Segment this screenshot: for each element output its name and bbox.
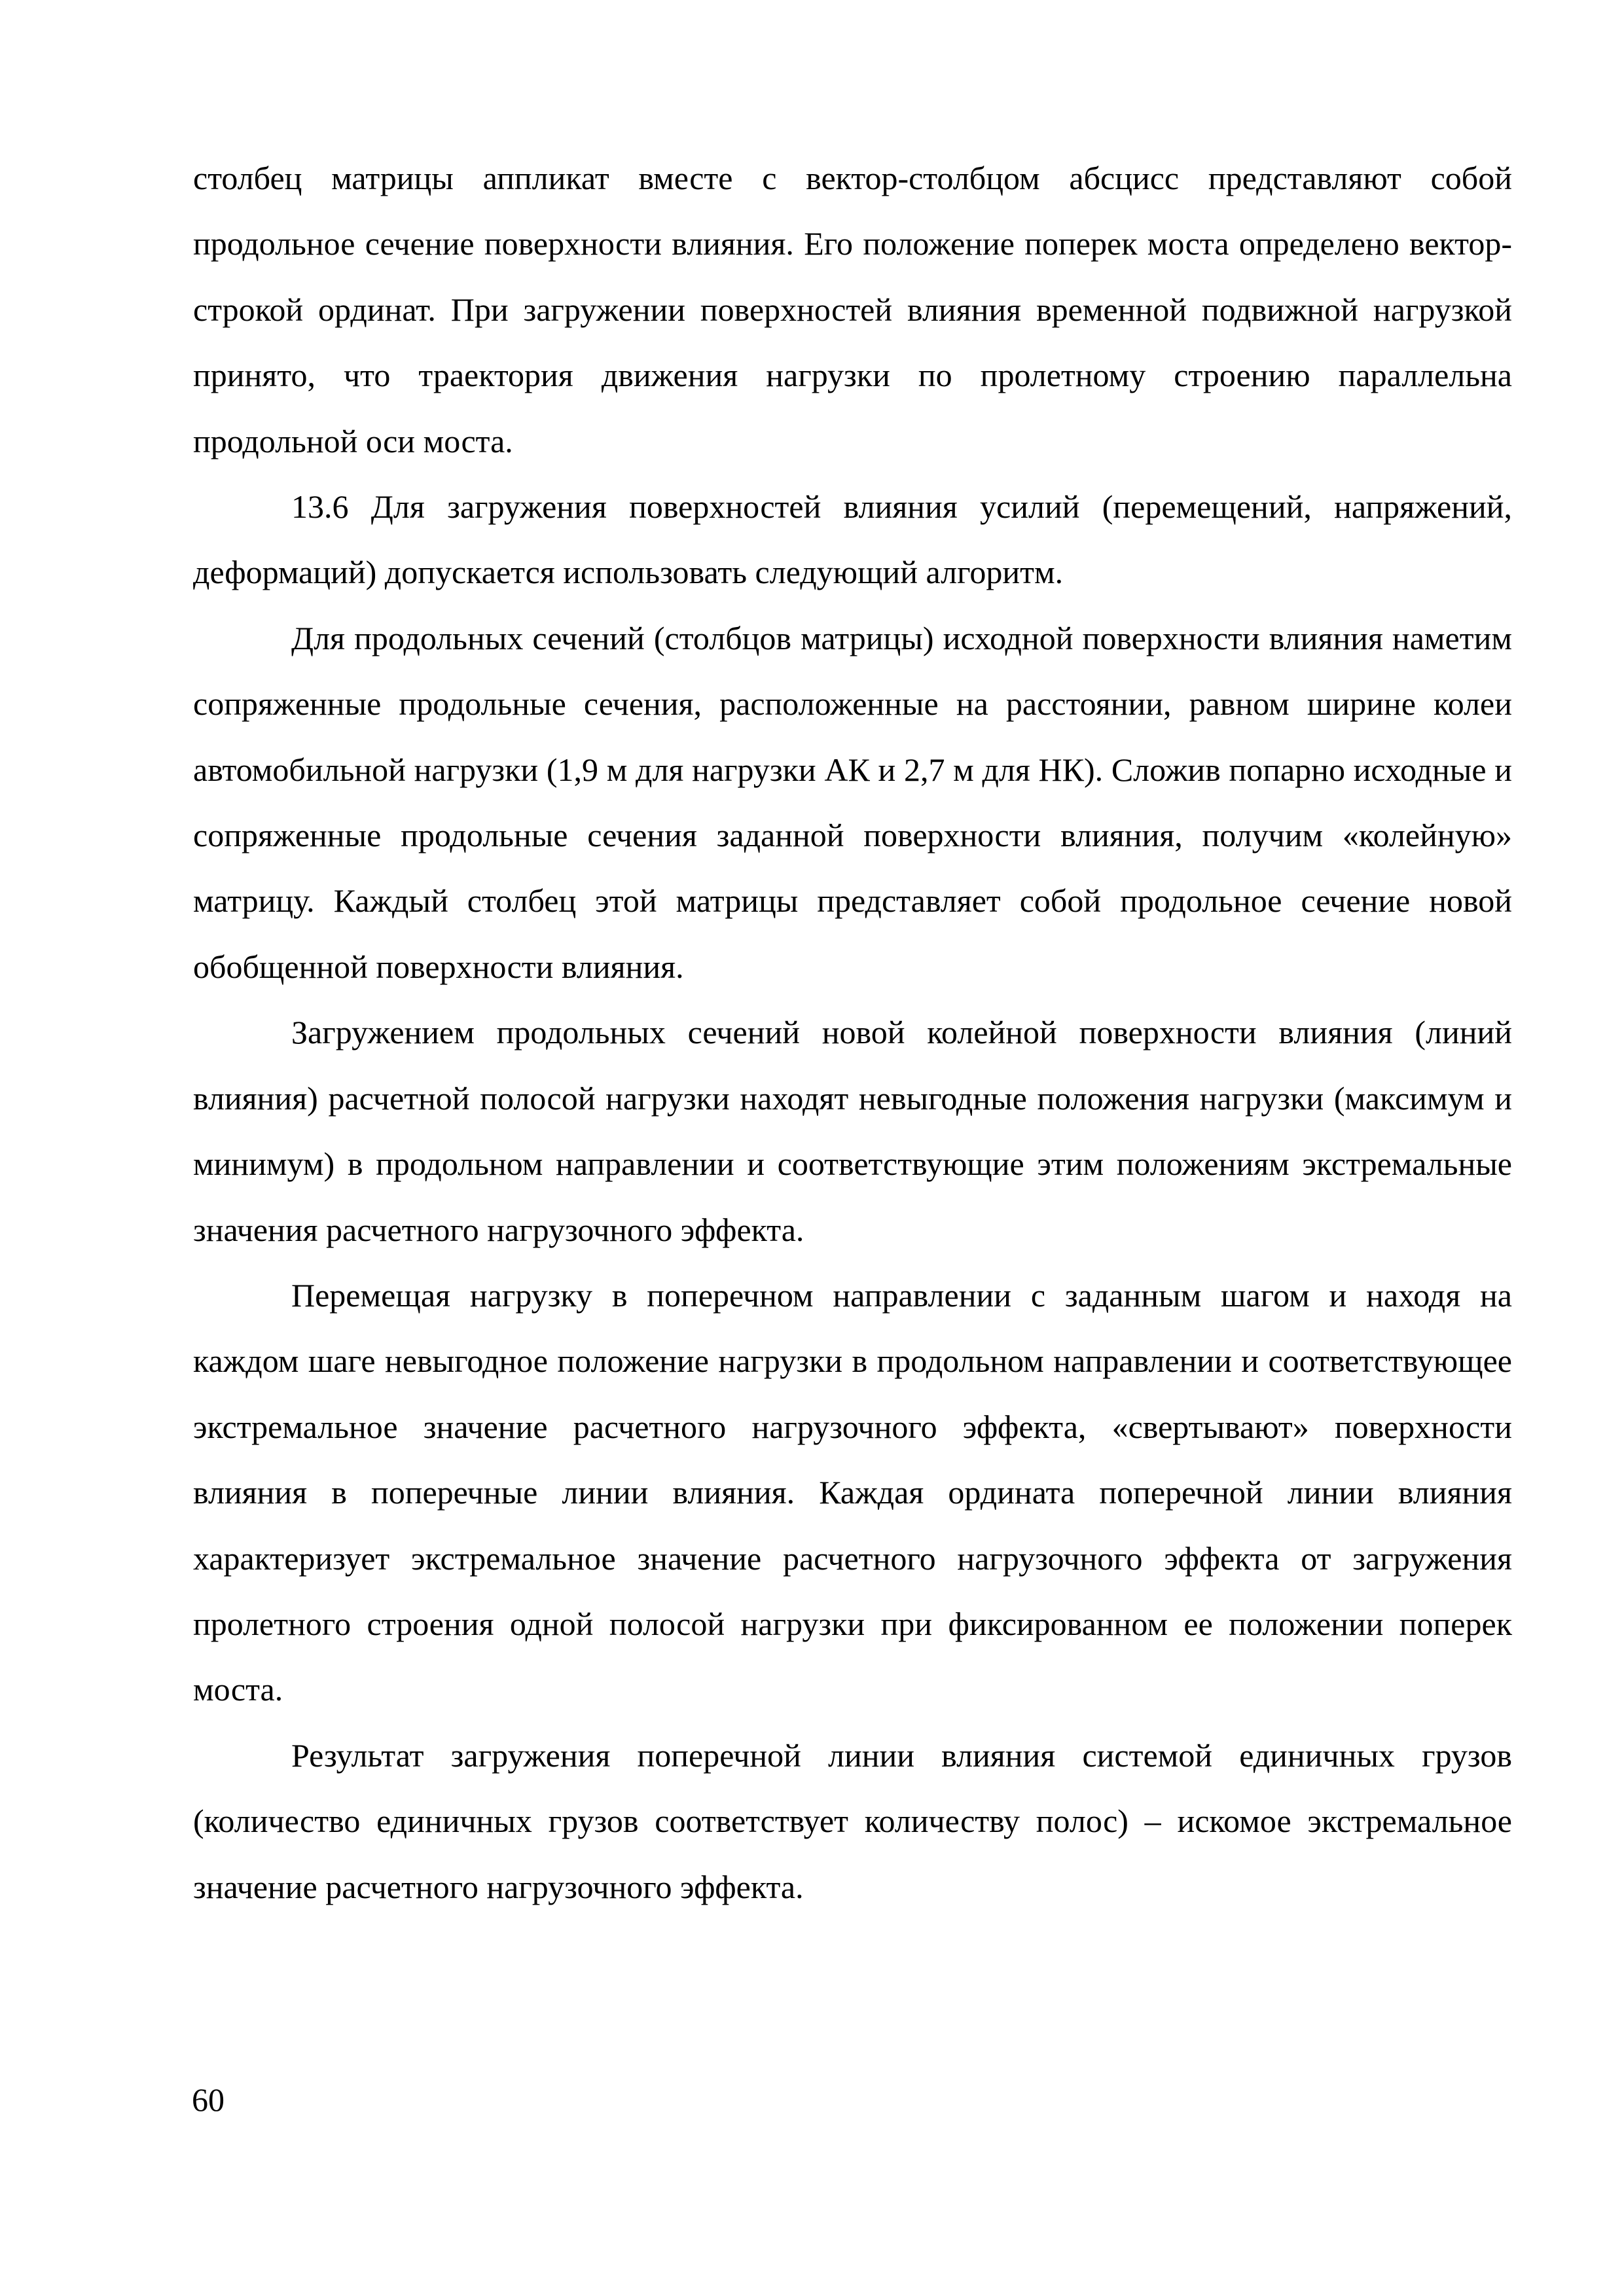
page-number: 60 xyxy=(192,2081,225,2118)
paragraph-1: столбец матрицы аппликат вместе с вектор-столбцом абсцисс представляют собой продольное сечение поверхности влияния. Его положение поперек моста определено вектор-строкой ординат. При загружении поверхностей влияния временной подвижной нагрузкой принято, что траектория движения нагрузки по пролетному строению параллельна продольной оси моста. xyxy=(193,160,1512,459)
paragraph-4: Загружением продольных сечений новой колейной поверхности влияния (линий влияния) расчетной полосой нагрузки находят невыгодные положения нагрузки (максимум и минимум) в продольном направлении и соответствующие этим положениям экстремальные значения расчетного нагрузочного эффекта. xyxy=(193,1014,1512,1248)
paragraph-3: Для продольных сечений (столбцов матрицы) исходной поверхности влияния наметим сопряженные продольные сечения, расположенные на расстоянии, равном ширине колеи автомобильной нагрузки (1,9 м для нагрузки АК и 2,7 м для НК). Сложив попарно исходные и сопряженные продольные сечения заданной поверхности влияния, получим «колейную» матрицу. Каждый столбец этой матрицы представляет собой продольное сечение новой обобщенной поверхности влияния. xyxy=(193,619,1512,985)
document-body xyxy=(193,145,1512,1920)
paragraph-2: 13.6 Для загружения поверхностей влияния усилий (перемещений, напряжений, деформаций) допускается использовать следующий алгоритм. xyxy=(193,488,1512,591)
paragraph-6: Результат загружения поперечной линии влияния системой единичных грузов (количество единичных грузов соответствует количеству полос) – искомое экстремальное значение расчетного нагрузочного эффекта. xyxy=(193,1736,1512,1905)
paragraph-5: Перемещая нагрузку в поперечном направлении с заданным шагом и находя на каждом шаге невыгодное положение нагрузки в продольном направлении и соответствующее экстремальное значение расчетного нагрузочного эффекта, «свертывают» поверхности влияния в поперечные линии влияния. Каждая ордината поперечной линии влияния характеризует экстремальное значение расчетного нагрузочного эффекта от загружения пролетного строения одной полосой нагрузки при фиксированном ее положении поперек моста. xyxy=(193,1276,1512,1708)
